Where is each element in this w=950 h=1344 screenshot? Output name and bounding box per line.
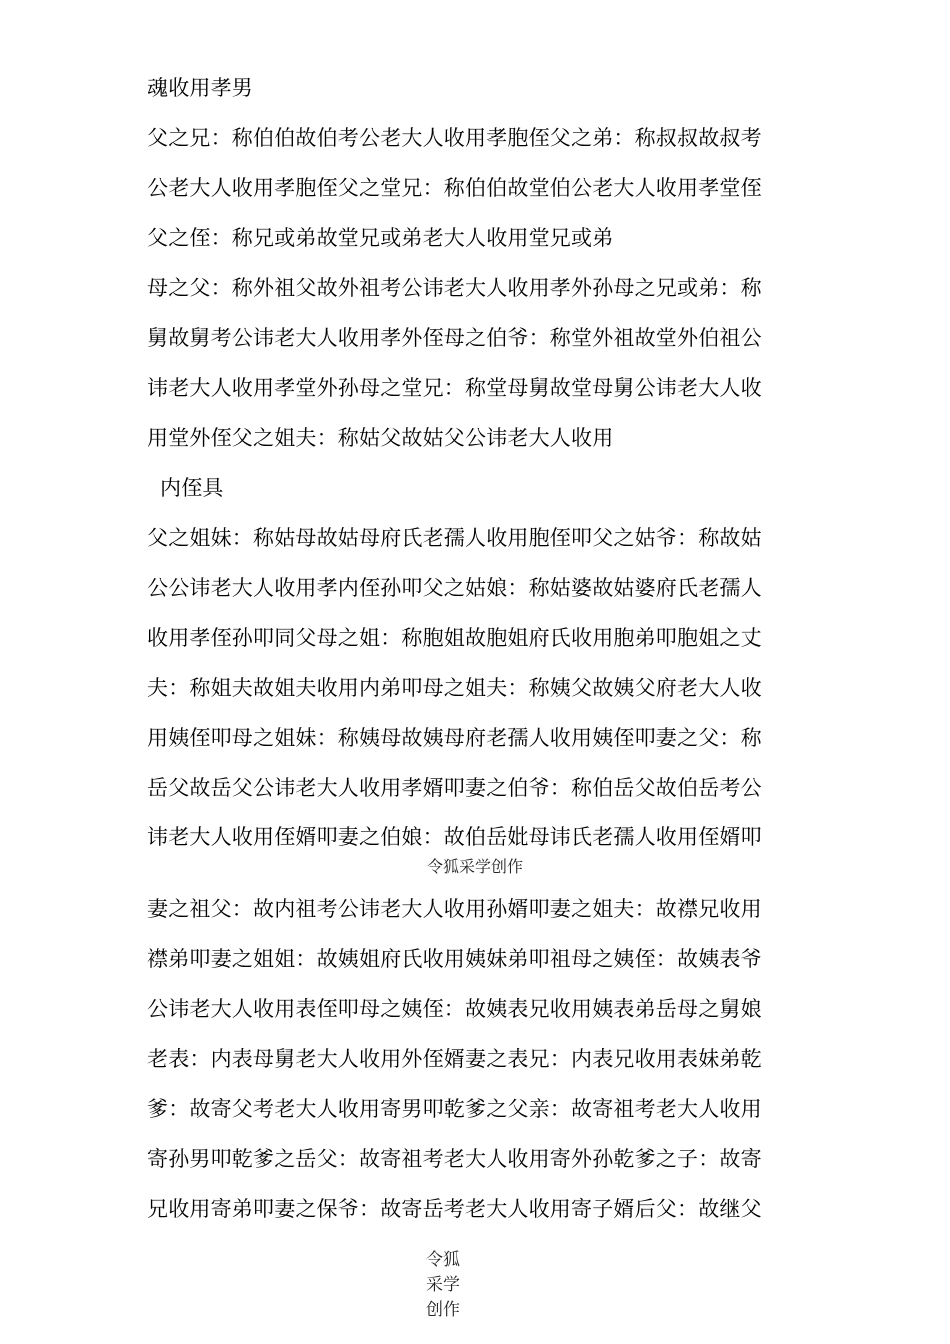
text-line: 夫：称姐夫故姐夫收用内弟叩母之姐夫：称姨父故姨父府老大人收 (147, 676, 762, 700)
text-line: 父之侄：称兄或弟故堂兄或弟老大人收用堂兄或弟 (147, 226, 614, 250)
text-line: 妻之祖父：故内祖考公讳老大人收用孙婿叩妻之姐夫：故襟兄收用 (147, 897, 762, 921)
footer-watermark (423, 1248, 463, 1323)
footer-line: 令狐 (426, 1250, 460, 1270)
text-line: 用堂外侄父之姐夫：称姑父故姑父公讳老大人收用 (147, 426, 614, 450)
text-line: 岳父故岳父公讳老大人收用孝婿叩妻之伯爷：称伯岳父故伯岳考公 (147, 776, 762, 800)
text-line: 母之父：称外祖父故外祖考公讳老大人收用孝外孙母之兄或弟：称 (147, 276, 762, 300)
text-line: 公老大人收用孝胞侄父之堂兄：称伯伯故堂伯公老大人收用孝堂侄 (147, 176, 762, 200)
text-line: 内侄具 (160, 476, 224, 500)
text-line: 兄收用寄弟叩妻之保爷：故寄岳考老大人收用寄子婿后父：故继父 (147, 1197, 762, 1221)
watermark-text: 令狐采学创作 (426, 857, 523, 876)
text-line: 用姨侄叩母之姐妹：称姨母故姨母府老孺人收用姨侄叩妻之父：称 (147, 726, 762, 750)
text-line: 公讳老大人收用表侄叩母之姨侄：故姨表兄收用姨表弟岳母之舅娘 (147, 997, 762, 1021)
text-line: 公公讳老大人收用孝内侄孙叩父之姑娘：称姑婆故姑婆府氏老孺人 (147, 576, 762, 600)
text-line: 寄孙男叩乾爹之岳父：故寄祖考老大人收用寄外孙乾爹之子：故寄 (147, 1147, 762, 1171)
text-line: 讳老大人收用孝堂外孙母之堂兄：称堂母舅故堂母舅公讳老大人收 (147, 376, 762, 400)
text-line: 魂收用孝男 (147, 76, 253, 100)
text-line: 爹：故寄父考老大人收用寄男叩乾爹之父亲：故寄祖考老大人收用 (147, 1097, 762, 1121)
text-line: 襟弟叩妻之姐姐：故姨姐府氏收用姨妹弟叩祖母之姨侄：故姨表爷 (147, 947, 762, 971)
text-line: 舅故舅考公讳老大人收用孝外侄母之伯爷：称堂外祖故堂外伯祖公 (147, 326, 762, 350)
footer-line: 采学 (426, 1275, 460, 1295)
footer-line: 创作 (426, 1300, 460, 1320)
text-line: 父之姐妹：称姑母故姑母府氏老孺人收用胞侄叩父之姑爷：称故姑 (147, 526, 762, 550)
text-line: 老表：内表母舅老大人收用外侄婿妻之表兄：内表兄收用表妹弟乾 (147, 1047, 762, 1071)
text-line: 父之兄：称伯伯故伯考公老大人收用孝胞侄父之弟：称叔叔故叔考 (147, 126, 762, 150)
text-line: 收用孝侄孙叩同父母之姐：称胞姐故胞姐府氏收用胞弟叩胞姐之丈 (147, 626, 762, 650)
text-line: 讳老大人收用侄婿叩妻之伯娘：故伯岳妣母讳氏老孺人收用侄婿叩 (147, 825, 762, 849)
